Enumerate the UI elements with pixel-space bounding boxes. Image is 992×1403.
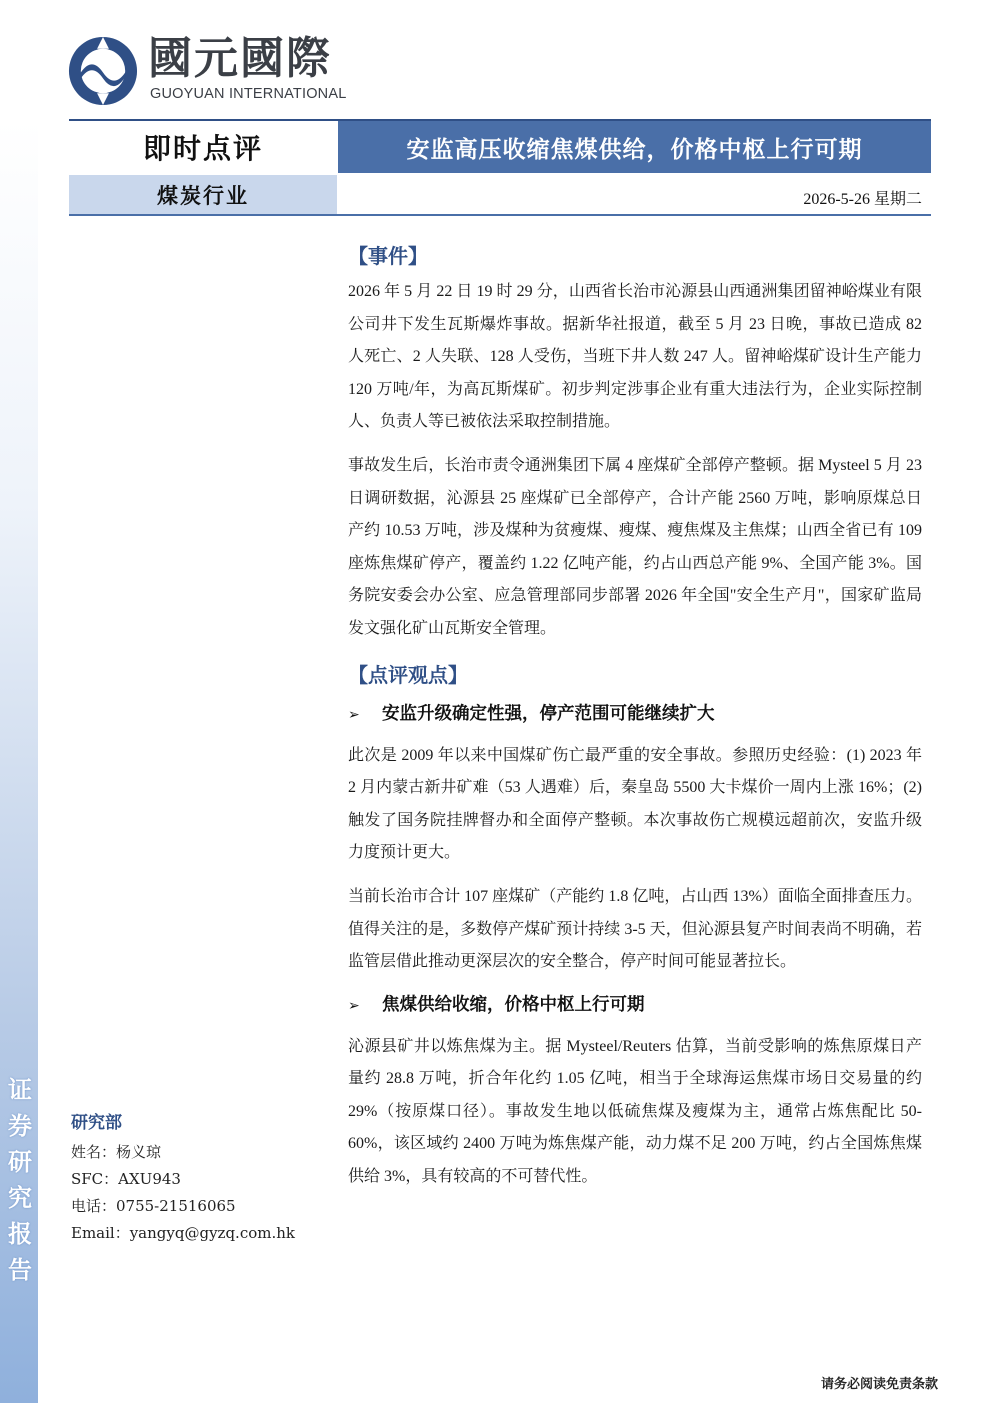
guoyuan-logo-mark-icon [66, 34, 140, 108]
bullet-arrow-icon: ➢ [348, 706, 360, 723]
view-paragraph-1: 此次是 2009 年以来中国煤矿伤亡最严重的安全事故。参照历史经验：(1) 2023 年 2 月内蒙古新井矿难（53 人遇难）后，秦皇岛 5500 大卡煤价一周内上涨 16%；(2) 触发了国务院挂牌督办和全面停产整顿。本次事故伤亡规模远超前次，安监升级力度预计更大。 [348, 746, 922, 862]
report-type-vertical: 证券研究报告 [8, 1076, 32, 1284]
subheading-2 [348, 990, 922, 1021]
header-bottom-rule [69, 214, 931, 216]
author-info [71, 1108, 331, 1247]
view-section-title: 【点评观点】 [348, 662, 468, 687]
subheading-2-text: 焦煤供给收缩，价格中枢上行可期 [382, 994, 645, 1015]
report-type-label: 即时点评 [69, 121, 337, 173]
author-name: 姓名：杨义琼 [71, 1143, 162, 1161]
report-title: 安监高压收缩焦煤供给，价格中枢上行可期 [338, 121, 931, 173]
report-date: 2026-5-26 星期二 [803, 191, 922, 208]
industry-label: 煤炭行业 [69, 175, 337, 215]
disclaimer-notice: 请务必阅读免责条款 [820, 1377, 938, 1392]
logo-chinese-name: 國元國際 [148, 33, 332, 84]
event-section-title: 【事件】 [348, 244, 428, 268]
main-content [348, 238, 922, 1205]
event-paragraph-2: 事故发生后，长治市责令通洲集团下属 4 座煤矿全部停产整顿。据 Mysteel 5 月 23 日调研数据，沁源县 25 座煤矿已全部停产，合计产能 2560 万吨，影响原煤总日产约 10.53 万吨，涉及煤种为贫瘦煤、瘦煤、瘦焦煤及主焦煤；山西全省已有 109 座炼焦煤矿停产，覆盖约 1.22 亿吨产能，约占山西总产能 9%、全国产能 3%。国务院安委会办公室、应急管理部同步部署 2026 年全国"安全生产月"，国家矿监局发文强化矿山瓦斯安全管理。 [348, 456, 922, 637]
author-sfc: SFC：AXU943 [71, 1170, 181, 1188]
bullet-arrow-icon: ➢ [348, 997, 360, 1014]
author-dept: 研究部 [71, 1113, 122, 1133]
company-logo [66, 30, 346, 110]
subheading-1 [348, 699, 922, 730]
view-paragraph-2: 当前长治市合计 107 座煤矿（产能约 1.8 亿吨，占山西 13%）面临全面排查压力。值得关注的是，多数停产煤矿预计持续 3-5 天，但沁源县复产时间表尚不明确，若监管层借此推动更深层次的安全整合，停产时间可能显著拉长。 [348, 887, 922, 971]
view-paragraph-3: 沁源县矿井以炼焦煤为主。据 Mysteel/Reuters 估算，当前受影响的炼焦原煤日产量约 28.8 万吨，折合年化约 1.05 亿吨，相当于全球海运焦煤市场日交易量的约 29%（按原煤口径）。事故发生地以低硫焦煤及瘦煤为主，通常占炼焦配比 50-60%，该区域约 2400 万吨为炼焦煤产能，动力煤不足 200 万吨，约占全国炼焦煤供给 3%，具有较高的不可替代性。 [348, 1037, 922, 1186]
logo-english-name: GUOYUAN INTERNATIONAL [150, 86, 347, 102]
subheading-1-text: 安监升级确定性强，停产范围可能继续扩大 [382, 703, 715, 724]
event-paragraph-1: 2026 年 5 月 22 日 19 时 29 分，山西省长治市沁源县山西通洲集团留神峪煤业有限公司井下发生瓦斯爆炸事故。据新华社报道，截至 5 月 23 日晚，事故已造成 82 人死亡、2 人失联、128 人受伤，当班下井人数 247 人。留神峪煤矿设计生产能力 120 万吨/年，为高瓦斯煤矿。初步判定涉事企业有重大违法行为，企业实际控制人、负责人等已被依法采取控制措施。 [348, 283, 922, 431]
author-phone: 电话：0755-21516065 [71, 1197, 236, 1215]
author-email: Email：yangyq@gyzq.com.hk [71, 1224, 295, 1242]
